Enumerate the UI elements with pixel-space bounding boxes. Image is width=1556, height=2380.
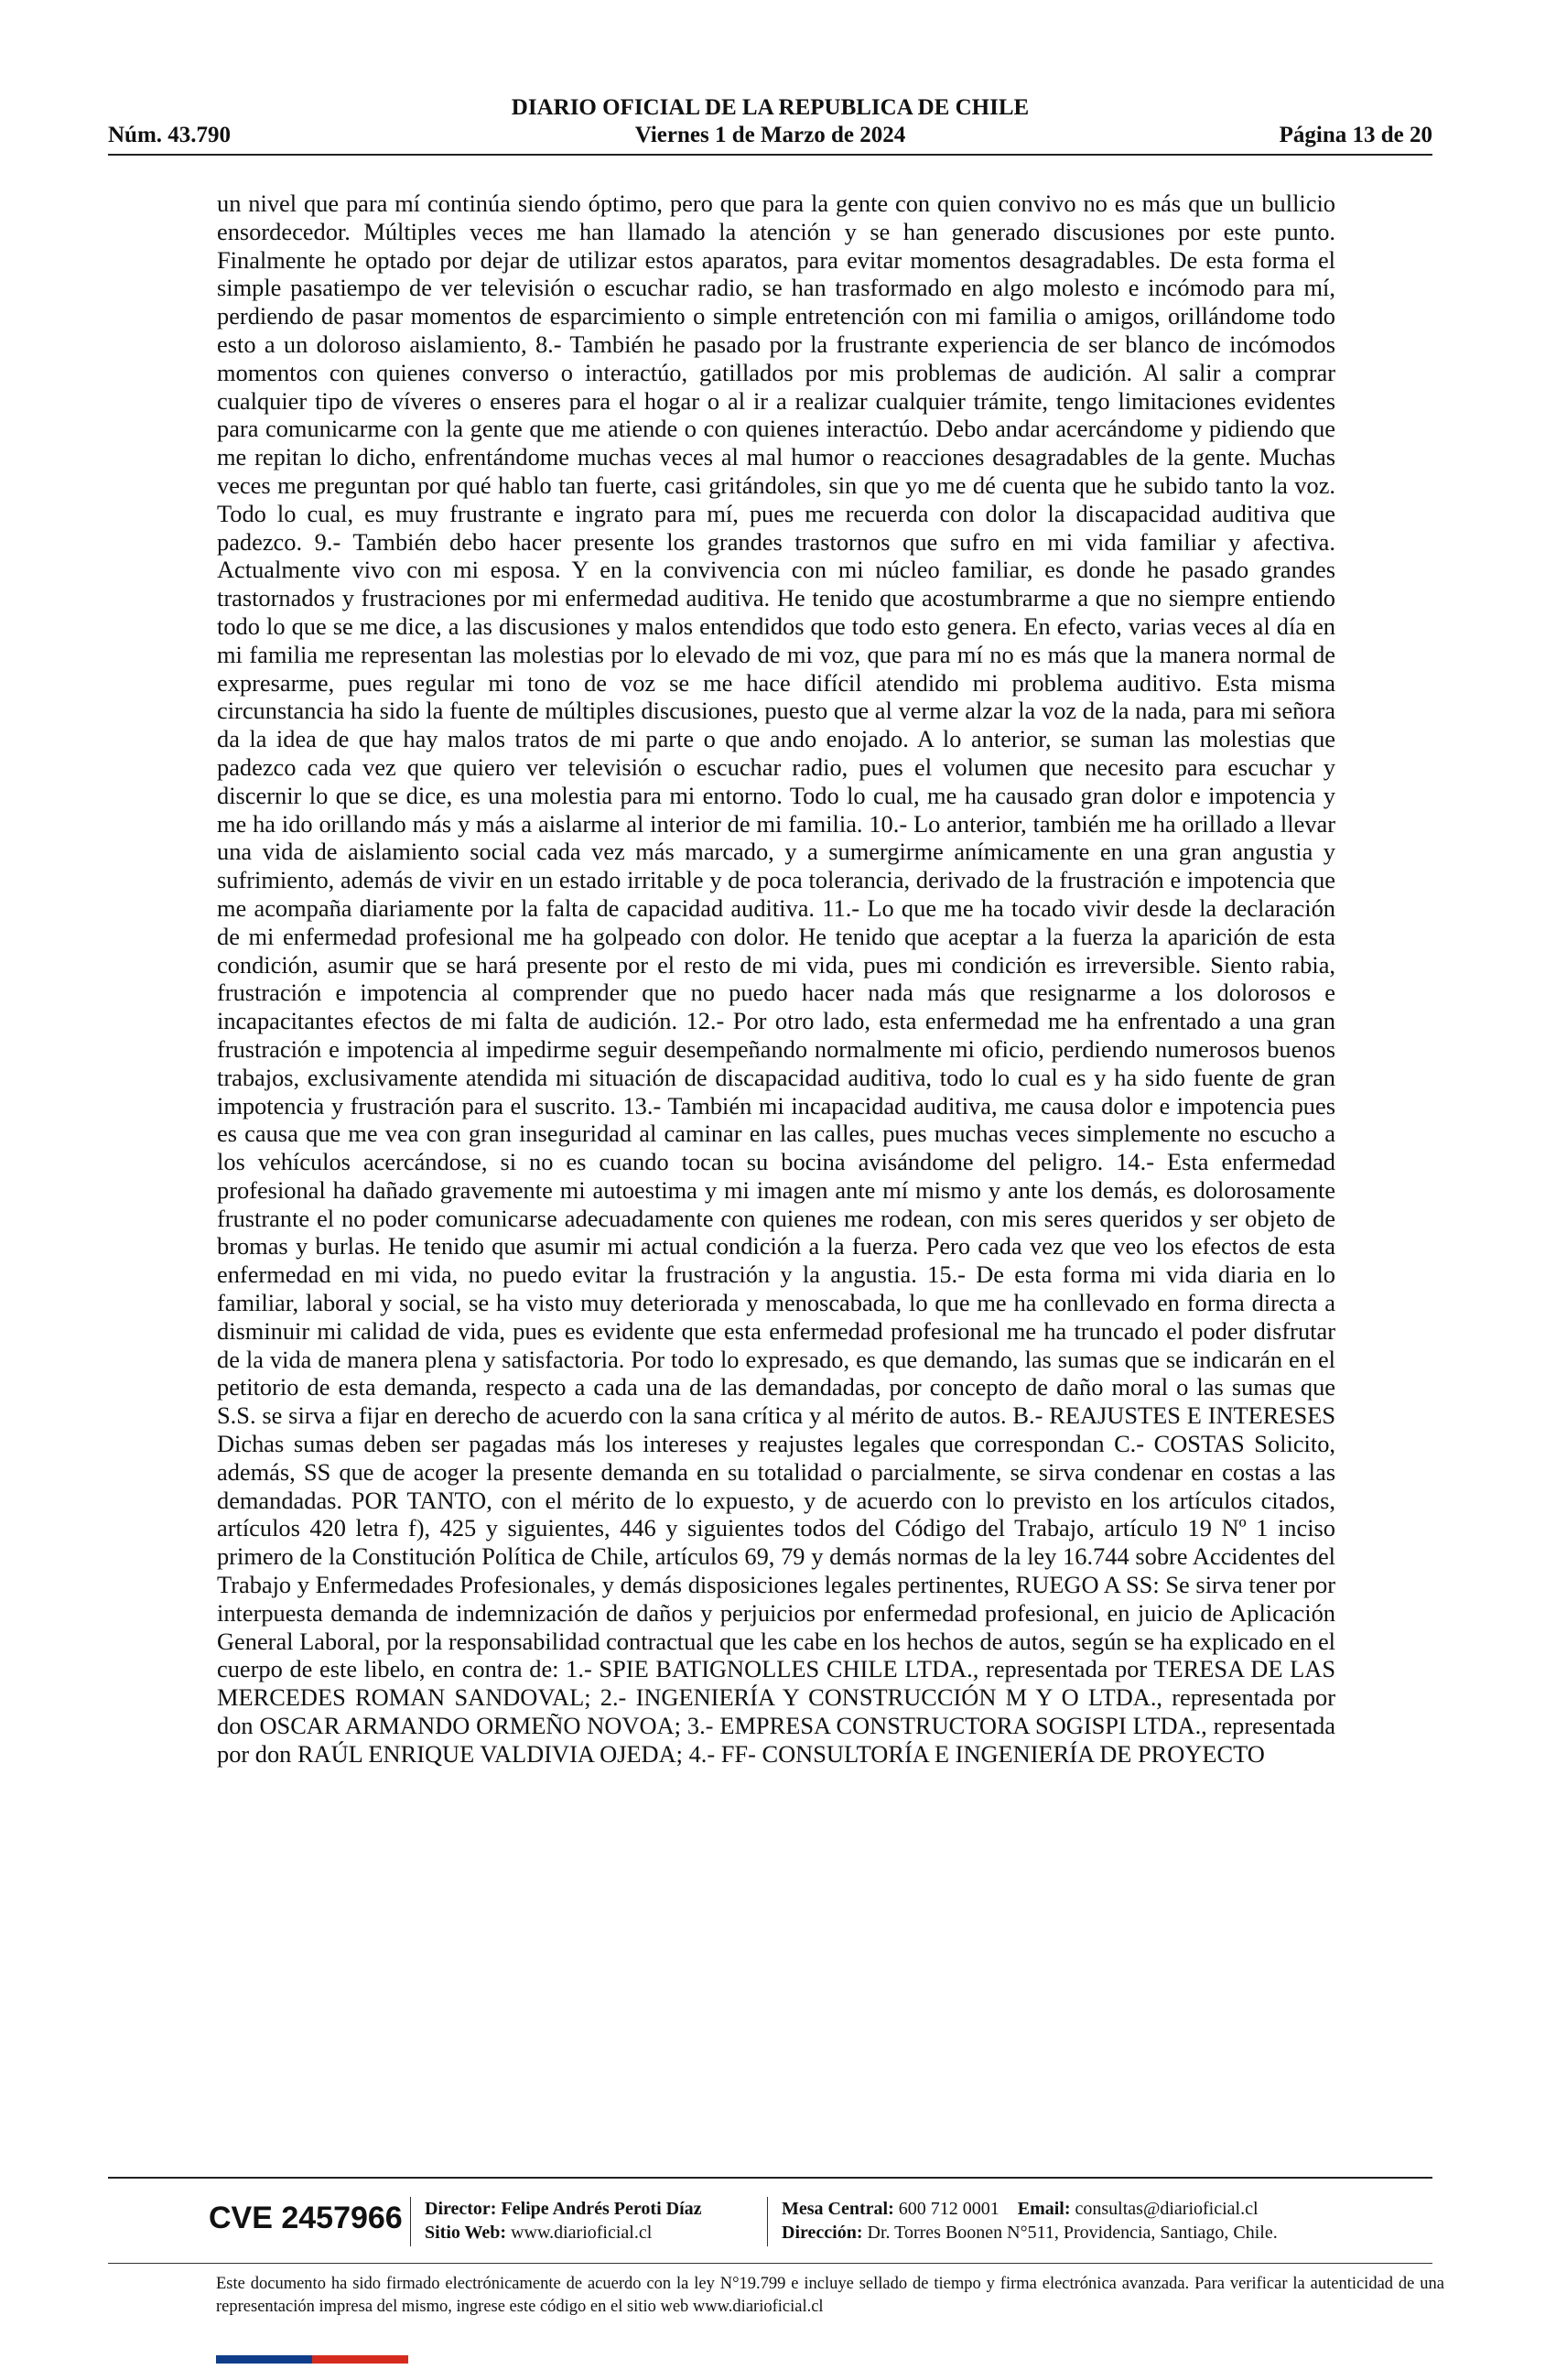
footer-divider <box>108 2177 1432 2179</box>
publication-title: DIARIO OFICIAL DE LA REPUBLICA DE CHILE <box>511 95 1030 120</box>
email-label: Email: <box>1017 2199 1071 2219</box>
footer-contact-block <box>782 2197 1278 2245</box>
cve-code: CVE 2457966 <box>209 2201 403 2235</box>
director-name: Felipe Andrés Peroti Díaz <box>501 2199 702 2219</box>
phone-label: Mesa Central: <box>782 2199 894 2219</box>
page-number: Página 13 de 20 <box>1279 123 1432 147</box>
footer-separator <box>767 2197 768 2246</box>
header-divider <box>108 154 1432 156</box>
page-header <box>108 88 1432 161</box>
flag-red-stripe <box>312 2355 408 2364</box>
phone-value: 600 712 0001 <box>898 2199 1000 2219</box>
footer-divider <box>108 2263 1432 2264</box>
footer-separator <box>410 2197 411 2246</box>
email-link[interactable]: consultas@diarioficial.cl <box>1075 2199 1259 2219</box>
website-link[interactable]: www.diarioficial.cl <box>511 2223 653 2243</box>
publication-date: Viernes 1 de Marzo de 2024 <box>634 123 906 147</box>
issue-number: Núm. 43.790 <box>108 123 232 147</box>
address-value: Dr. Torres Boonen N°511, Providencia, Santiago, Chile. <box>867 2223 1278 2243</box>
website-label: Sitio Web: <box>425 2223 507 2243</box>
page-footer <box>108 2177 1444 2360</box>
footer-director-block <box>425 2197 702 2245</box>
director-label: Director: <box>425 2199 497 2219</box>
flag-blue-stripe <box>216 2355 312 2364</box>
address-label: Dirección: <box>782 2223 863 2243</box>
document-body: un nivel que para mí continúa siendo óptimo, pero que para la gente con quien convivo no es más que un bullicio ensordecedor. Múltiples veces me han llamado la atención y se han generado discusiones por este punto. Finalmente he optado por dejar de utilizar estos aparatos, para evitar momentos desagradables. De esta forma el simple pasatiempo de ver televisión o escuchar radio, se han trasformado en algo molesto e incómodo para mí, perdiendo de pasar momentos de esparcimiento o simple entretención con mi familia o amigos, orillándome todo esto a un doloroso aislamiento, 8.- También he pasado por la frustrante experiencia de ser blanco de incómodos momentos con quienes converso o interactúo, gatillados por mis problemas de audición. Al salir a comprar cualquier tipo de víveres o enseres para el hogar o al ir a realizar cualquier trámite, tengo limitaciones evidentes para comunicarme con la gente que me atiende o con quienes interactúo. Debo andar acercándome y pidiendo que me repitan lo dicho, enfrentándome muchas veces al mal humor o reacciones desagradables de la gente. Muchas veces me preguntan por qué hablo tan fuerte, casi gritándoles, sin que yo me dé cuenta que he subido tanto la voz. Todo lo cual, es muy frustrante e ingrato para mí, pues me recuerda con dolor la discapacidad auditiva que padezco. 9.- También debo hacer presente los grandes trastornos que sufro en mi vida familiar y afectiva. Actualmente vivo con mi esposa. Y en la convivencia con mi núcleo familiar, es donde he pasado grandes trastornados y frustraciones por mi enfermedad auditiva. He tenido que acostumbrarme a que no siempre entiendo todo lo que se me dice, a las discusiones y malos entendidos que todo esto genera. En efecto, varias veces al día en mi familia me representan las molestias por lo elevado de mi voz, que para mí no es más que la manera normal de expresarme, pues regular mi tono de voz se me hace difícil atendido mi problema auditivo. Esta misma circunstancia ha sido la fuente de múltiples discusiones, puesto que al verme alzar la voz de la nada, para mi señora da la idea de que hay malos tratos de mi parte o que ando enojado. A lo anterior, se suman las molestias que padezco cada vez que quiero ver televisión o escuchar radio, pues el volumen que necesito para escuchar y discernir lo que se dice, es una molestia para mi entorno. Todo lo cual, me ha causado gran dolor e impotencia y me ha ido orillando más y más a aislarme al interior de mi familia. 10.- Lo anterior, también me ha orillado a llevar una vida de aislamiento social cada vez más marcado, y a sumergirme anímicamente en una gran angustia y sufrimiento, además de vivir en un estado irritable y de poca tolerancia, derivado de la frustración e impotencia que me acompaña diariamente por la falta de capacidad auditiva. 11.- Lo que me ha tocado vivir desde la declaración de mi enfermedad profesional me ha golpeado con dolor. He tenido que aceptar a la fuerza la aparición de esta condición, asumir que se hará presente por el resto de mi vida, pues mi condición es irreversible. Siento rabia, frustración e impotencia al comprender que no puedo hacer nada más que resignarme a los dolorosos e incapacitantes efectos de mi falta de audición. 12.- Por otro lado, esta enfermedad me ha enfrentado a una gran frustración e impotencia al impedirme seguir desempeñando normalmente mi oficio, perdiendo numerosos buenos trabajos, exclusivamente atendida mi situación de discapacidad auditiva, todo lo cual es y ha sido fuente de gran impotencia y frustración para el suscrito. 13.- También mi incapacidad auditiva, me causa dolor e impotencia pues es causa que me vea con gran inseguridad al caminar en las calles, pues muchas veces simplemente no escucho a los vehículos acercándose, si no es cuando tocan su bocina avisándome del peligro. 14.- Esta enfermedad profesional ha dañado gravemente mi autoestima y mi imagen ante mí mismo y ante los demás, es dolorosamente frustrante el no poder comunicarse adecuadamente con quienes me rodean, con mis seres queridos y ser objeto de bromas y burlas. He tenido que asumir mi actual condición a la fuerza. Pero cada vez que veo los efectos de esta enfermedad en mi vida, no puedo evitar la frustración y la angustia. 15.- De esta forma mi vida diaria en lo familiar, laboral y social, se ha visto muy deteriorada y menoscabada, lo que me ha conllevado en forma directa a disminuir mi calidad de vida, pues es evidente que esta enfermedad profesional me ha truncado el poder disfrutar de la vida de manera plena y satisfactoria. Por todo lo expresado, es que demando, las sumas que se indicarán en el petitorio de esta demanda, respecto a cada una de las demandadas, por concepto de daño moral o las sumas que S.S. se sirva a fijar en derecho de acuerdo con la sana crítica y al mérito de autos. B.- REAJUSTES E INTERESES Dichas sumas deben ser pagadas más los intereses y reajustes legales que correspondan C.- COSTAS Solicito, además, SS que de acoger la presente demanda en su totalidad o parcialmente, se sirva condenar en costas a las demandadas. POR TANTO, con el mérito de lo expuesto, y de acuerdo con lo previsto en los artículos citados, artículos 420 letra f), 425 y siguientes, 446 y siguientes todos del Código del Trabajo, artículo 19 Nº 1 inciso primero de la Constitución Política de Chile, artículos 69, 79 y demás normas de la ley 16.744 sobre Accidentes del Trabajo y Enfermedades Profesionales, y demás disposiciones legales pertinentes, RUEGO A SS: Se sirva tener por interpuesta demanda de indemnización de daños y perjuicios por enfermedad profesional, en juicio de Aplicación General Laboral, por la responsabilidad contractual que les cabe en los hechos de autos, según se ha explicado en el cuerpo de este libelo, en contra de: 1.- SPIE BATIGNOLLES CHILE LTDA., representada por TERESA DE LAS MERCEDES ROMAN SANDOVAL; 2.- INGENIERÍA Y CONSTRUCCIÓN M Y O LTDA., representada por don OSCAR ARMANDO ORMEÑO NOVOA; 3.- EMPRESA CONSTRUCTORA SOGISPI LTDA., representada por don RAÚL ENRIQUE VALDIVIA OJEDA; 4.- FF- CONSULTORÍA E INGENIERÍA DE PROYECTO <box>217 189 1335 1768</box>
chile-flag-bar <box>216 2355 408 2364</box>
legal-notice: Este documento ha sido firmado electrónicamente de acuerdo con la ley N°19.799 e incluye sellado de tiempo y firma electrónica avanzada. Para verificar la autenticidad de una representación impresa del mismo, ingrese este código en el sitio web www.diarioficial.cl <box>216 2275 1444 2316</box>
